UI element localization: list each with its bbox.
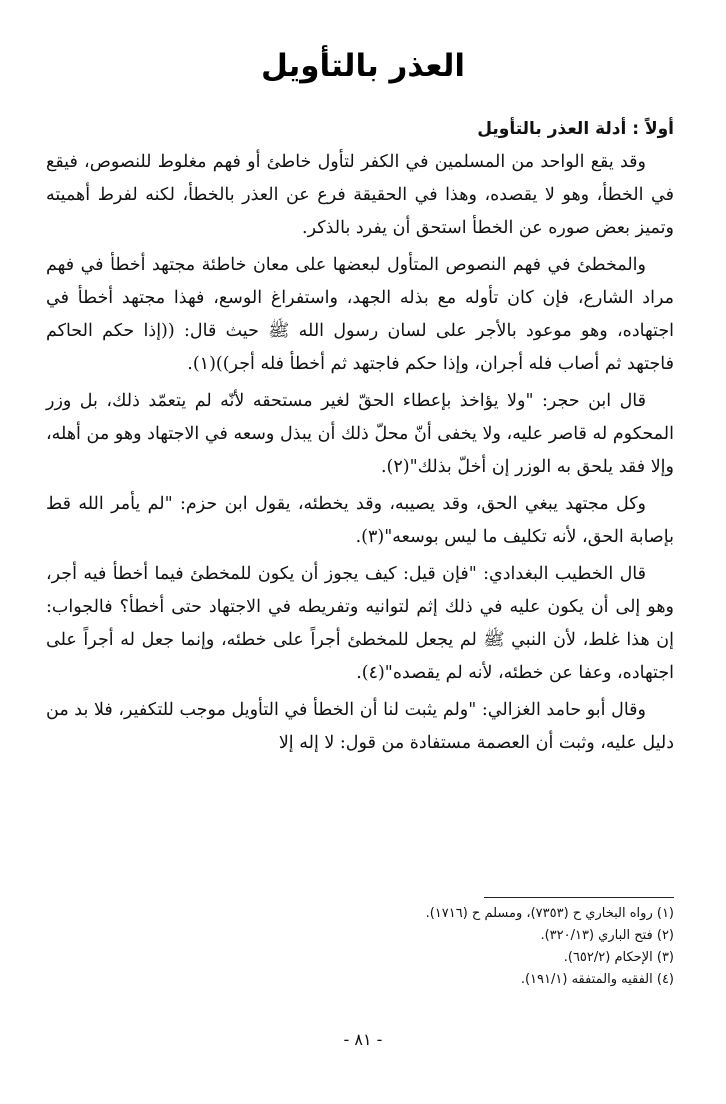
paragraph: وكل مجتهد يبغي الحق، وقد يصيبه، وقد يخطئه، يقول ابن حزم: "لم يأمر الله قط بإصابة الحق، لأنه تكليف ما ليس بوسعه"(٣). [46,494,674,547]
paragraph: قال ابن حجر: "ولا يؤاخذ بإعطاء الحقّ لغير مستحقه لأنّه لم يتعمّد ذلك، بل وزر المحكوم له قاصر عليه، ولا يخفى أنّ محلّ ذلك أن يبذل وسعه في الاجتهاد وهو من أهله، وإلا فقد يلحق به الوزر إن أخلّ بذلك"(٢). [46,391,674,477]
footnotes [46,903,674,991]
page-number: - ٨١ - [343,1030,383,1049]
paragraph: وقال أبو حامد الغزالي: "ولم يثبت لنا أن الخطأ في التأويل موجب للتكفير، فلا بد من دليل عليه، وثبت أن العصمة مستفادة من قول: لا إله إلا [46,700,674,753]
chapter-title: العذر بالتأويل [260,48,466,84]
footnote: (٤) الفقيه والمتفقه (١٩١/١). [520,972,674,987]
footnote: (٣) الإحكام (٦٥٢/٢). [563,950,674,965]
body-text [46,146,674,764]
footnote: (١) رواه البخاري ح (٧٣٥٣)، ومسلم ح (١٧١٦). [425,906,674,921]
footnote-separator [484,897,674,898]
footnote: (٢) فتح الباري (٣٢٠/١٣). [540,928,674,943]
paragraph: قال الخطيب البغدادي: "فإن قيل: كيف يجوز أن يكون للمخطئ فيما أخطأ فيه أجر، وهو إلى أن يكون عليه في ذلك إثم لتوانيه وتفريطه في الاجتهاد حتى أخطأ؟ فالجواب: إن هذا غلط، لأن النبي ﷺ لم يجعل للمخطئ أجراً على خطئه، وإنما جعل له أجراً على اجتهاده، وعفا عن خطئه، لأنه لم يقصده"(٤). [46,564,674,683]
section-heading: أولاً : أدلة العذر بالتأويل [477,119,674,139]
paragraph: والمخطئ في فهم النصوص المتأول لبعضها على معان خاطئة مجتهد أخطأ في فهم مراد الشارع، فإن كان تأوله مع بذله الجهد، واستفراغ الوسع، فهذا مجتهد أخطأ في اجتهاده، وهو موعود بالأجر على لسان رسول الله ﷺ حيث قال: ((إذا حكم الحاكم فاجتهد ثم أصاب فله أجران، وإذا حكم فاجتهد ثم أخطأ فله أجر))(١). [46,255,674,374]
paragraph: وقد يقع الواحد من المسلمين في الكفر لتأول خاطئ أو فهم مغلوط للنصوص، فيقع في الخطأ، وهو لا يقصده، وهذا في الحقيقة فرع عن العذر بالخطأ، لكنه لفرط أهميته وتميز بعض صوره عن الخطأ استحق أن يفرد بالذكر. [46,152,674,238]
